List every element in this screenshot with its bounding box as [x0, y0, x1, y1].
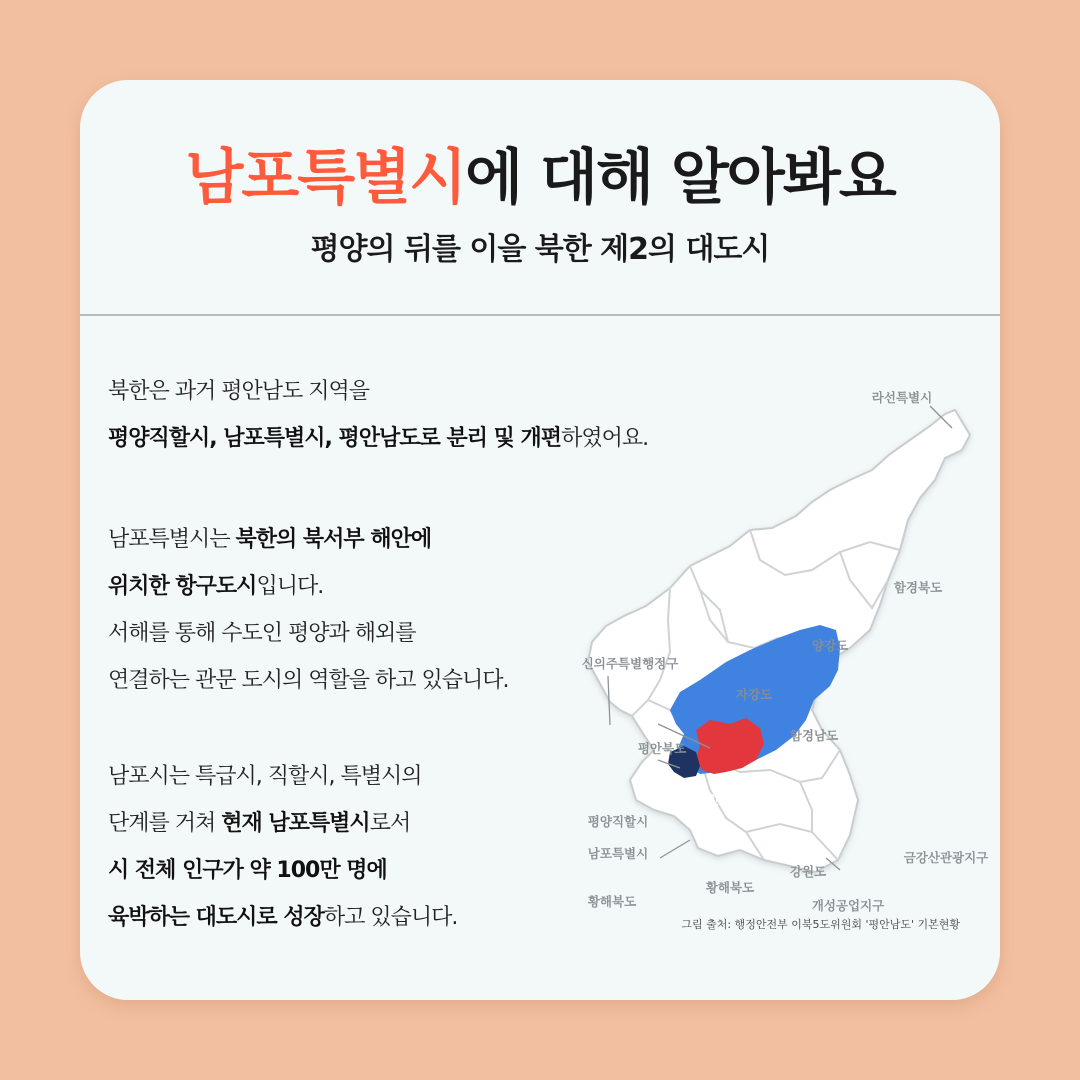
page-title [80, 138, 1000, 218]
label-chagang: 자강도 [735, 687, 773, 702]
text-span: 남포특별시는 [108, 527, 236, 552]
label-north-hwanghae: 황해북도 [705, 880, 755, 895]
label-south-hwanghae: 황해북도 [587, 894, 637, 909]
label-south-pyongan: 평안남도 [694, 793, 746, 808]
text-line [108, 563, 509, 610]
text-line [108, 894, 457, 941]
text-line: 북한은 과거 평안남도 지역을 [108, 379, 370, 404]
bold-text: 육박하는 대도시로 성장 [108, 905, 324, 930]
paragraph-location [108, 516, 509, 704]
bold-text: 북한의 북서부 해안에 [235, 527, 432, 552]
label-pyongyang: 평양직할시 [587, 814, 649, 829]
label-gangwon: 강원도 [789, 864, 827, 879]
header-divider [80, 314, 1000, 316]
title-accent: 남포특별시 [185, 143, 466, 213]
label-sinuiju: 신의주특별행정구 [581, 656, 679, 671]
page-subtitle: 평양의 뒤를 이을 북한 제2의 대도시 [310, 232, 770, 267]
paragraph-growth [108, 753, 457, 941]
label-rason: 라선특별시 [871, 390, 933, 405]
text-span: 하고 있습니다. [323, 905, 458, 930]
label-kaesong: 개성공업지구 [811, 898, 885, 913]
info-card [80, 80, 1000, 1000]
label-kumgang: 금강산관광지구 [903, 850, 989, 865]
bold-text: 위치한 항구도시 [108, 574, 257, 599]
image-source-caption: 그림 출처: 행정안전부 이북5도위원회 '평안남도' 기본현황 [681, 918, 960, 931]
text-span: 로서 [369, 811, 411, 836]
label-north-hamgyong: 함경북도 [893, 580, 943, 595]
title-rest: 에 대해 알아봐요 [465, 143, 895, 213]
text-line [108, 847, 457, 894]
bold-text: 평양직할시, 남포특별시, 평안남도로 분리 및 개편 [108, 426, 562, 451]
text-line [108, 516, 509, 563]
text-span: 하였어요. [561, 426, 649, 451]
text-line: 연결하는 관문 도시의 역할을 하고 있습니다. [108, 668, 509, 693]
text-span: 입니다. [256, 574, 324, 599]
text-line: 서해를 통해 수도인 평양과 해외를 [108, 621, 416, 646]
bold-text: 현재 남포특별시 [221, 811, 370, 836]
label-nampo: 남포특별시 [587, 846, 649, 861]
text-line: 남포시는 특급시, 직할시, 특별시의 [108, 764, 422, 789]
label-north-pyongan: 평안북도 [637, 741, 687, 756]
label-ryanggang: 양강도 [811, 638, 849, 653]
north-korea-map [550, 380, 990, 920]
text-span: 단계를 거쳐 [108, 811, 222, 836]
bold-text: 시 전체 인구가 약 100만 명에 [108, 858, 387, 883]
label-south-hamgyong: 함경남도 [789, 728, 839, 743]
text-line [108, 800, 457, 847]
